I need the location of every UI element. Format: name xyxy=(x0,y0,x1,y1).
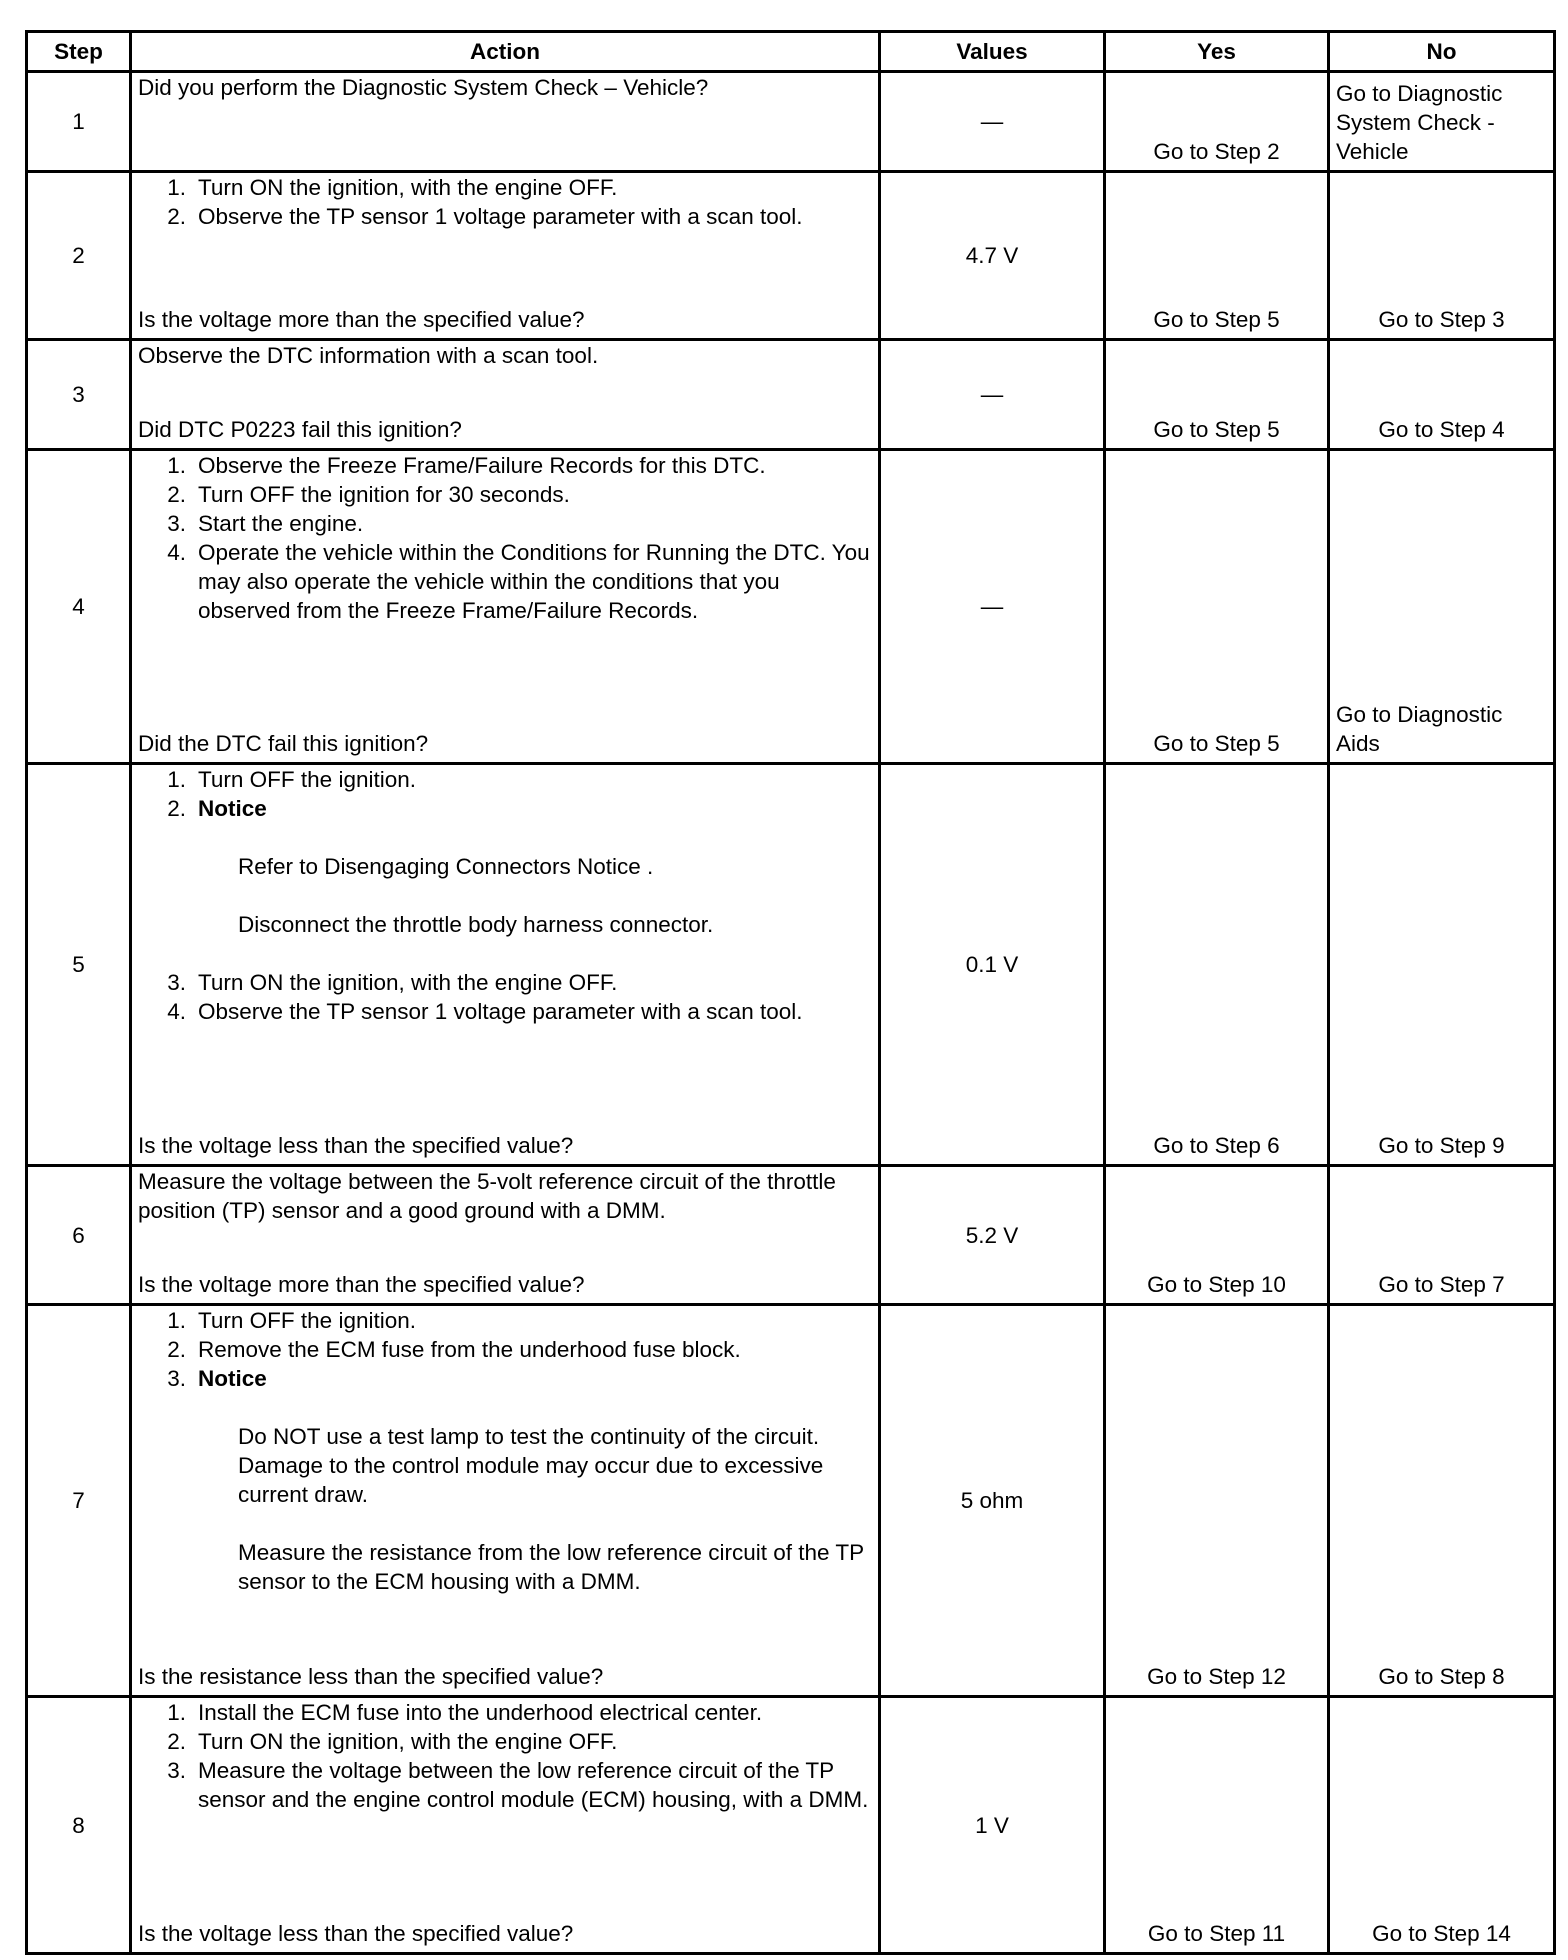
specified-value: 0.1 V xyxy=(880,764,1105,1166)
action-step xyxy=(138,480,872,509)
action-content xyxy=(138,173,872,338)
yes-link[interactable]: Go to Step 5 xyxy=(1105,450,1329,764)
action-step xyxy=(138,794,872,823)
action-cell xyxy=(131,172,880,340)
specified-value: 4.7 V xyxy=(880,172,1105,340)
no-link[interactable]: Go to Step 3 xyxy=(1329,172,1555,340)
header-no: No xyxy=(1329,32,1555,72)
action-step-text: Turn ON the ignition, with the engine OFF. xyxy=(198,175,618,200)
no-link[interactable]: Go to Step 14 xyxy=(1329,1697,1555,1954)
action-step-text: Notice xyxy=(198,796,267,821)
action-question: Did DTC P0223 fail this ignition? xyxy=(138,417,462,442)
action-step xyxy=(138,1306,872,1335)
yes-link[interactable]: Go to Step 12 xyxy=(1105,1305,1329,1697)
action-step-number: 1. xyxy=(167,1700,186,1725)
table-row xyxy=(27,1305,1555,1697)
action-step xyxy=(138,968,872,997)
specified-value: — xyxy=(880,340,1105,450)
action-step xyxy=(138,509,872,538)
action-intro: Measure the voltage between the 5-volt reference circuit of the throttle position (TP) sensor and a good ground with a DMM. xyxy=(138,1169,836,1223)
table-row xyxy=(27,450,1555,764)
action-step-text: Turn ON the ignition, with the engine OFF. xyxy=(198,1729,618,1754)
yes-link[interactable]: Go to Step 5 xyxy=(1105,340,1329,450)
yes-link[interactable]: Go to Step 11 xyxy=(1105,1697,1329,1954)
action-step xyxy=(138,1727,872,1756)
action-step-text: Turn OFF the ignition. xyxy=(198,767,417,792)
action-content xyxy=(138,73,872,170)
action-step-number: 4. xyxy=(167,999,186,1024)
action-step-text: Observe the Freeze Frame/Failure Records for this DTC. xyxy=(198,453,766,478)
step-number: 6 xyxy=(27,1166,131,1305)
action-step xyxy=(138,538,872,625)
step-number: 3 xyxy=(27,340,131,450)
no-link[interactable]: Go to Step 8 xyxy=(1329,1305,1555,1697)
action-question: Is the voltage more than the specified value? xyxy=(138,1272,585,1297)
action-step-number: 2. xyxy=(167,204,186,229)
action-step-number: 2. xyxy=(167,796,186,821)
table-row xyxy=(27,172,1555,340)
header-row xyxy=(27,32,1555,72)
action-question: Is the voltage more than the specified value? xyxy=(138,307,585,332)
action-content xyxy=(138,1306,872,1695)
action-content xyxy=(138,1698,872,1952)
action-step-text: Observe the TP sensor 1 voltage parameter with a scan tool. xyxy=(198,999,803,1024)
action-step-number: 1. xyxy=(167,175,186,200)
action-cell xyxy=(131,72,880,172)
action-question: Is the voltage less than the specified value? xyxy=(138,1133,574,1158)
yes-link[interactable]: Go to Step 6 xyxy=(1105,764,1329,1166)
specified-value: 1 V xyxy=(880,1697,1105,1954)
spacer xyxy=(138,939,872,968)
action-step-number: 3. xyxy=(167,1366,186,1391)
action-step-number: 1. xyxy=(167,453,186,478)
action-content xyxy=(138,765,872,1164)
action-step xyxy=(138,173,872,202)
action-step-number: 1. xyxy=(167,767,186,792)
step-number: 2 xyxy=(27,172,131,340)
action-step xyxy=(138,1335,872,1364)
header-values: Values xyxy=(880,32,1105,72)
step-number: 7 xyxy=(27,1305,131,1697)
action-step-number: 2. xyxy=(167,1729,186,1754)
spacer xyxy=(138,1596,872,1625)
table-row xyxy=(27,1697,1555,1954)
header-yes: Yes xyxy=(1105,32,1329,72)
action-step-number: 3. xyxy=(167,970,186,995)
notice-paragraph: Disconnect the throttle body harness connector. xyxy=(238,912,714,937)
action-step-text: Start the engine. xyxy=(198,511,364,536)
action-step-number: 4. xyxy=(167,540,186,565)
action-step-text: Turn OFF the ignition. xyxy=(198,1308,417,1333)
table-row xyxy=(27,340,1555,450)
no-link[interactable]: Go to Step 9 xyxy=(1329,764,1555,1166)
header-step: Step xyxy=(27,32,131,72)
step-number: 8 xyxy=(27,1697,131,1954)
yes-link[interactable]: Go to Step 10 xyxy=(1105,1166,1329,1305)
diagnostic-table xyxy=(25,30,1556,1955)
action-step-text: Remove the ECM fuse from the underhood fuse block. xyxy=(198,1337,741,1362)
no-link[interactable]: Go to Step 4 xyxy=(1329,340,1555,450)
table-row xyxy=(27,72,1555,172)
table-row xyxy=(27,1166,1555,1305)
action-step xyxy=(138,1364,872,1393)
action-question: Did the DTC fail this ignition? xyxy=(138,731,429,756)
action-step-number: 3. xyxy=(167,511,186,536)
action-step-text: Install the ECM fuse into the underhood electrical center. xyxy=(198,1700,763,1725)
action-step xyxy=(138,1698,872,1727)
no-link[interactable]: Go to Diagnostic Aids xyxy=(1329,450,1555,764)
action-step xyxy=(138,202,872,231)
action-step-text: Measure the voltage between the low reference circuit of the TP sensor and the engine control module (ECM) housing, with a DMM. xyxy=(198,1758,869,1812)
step-number: 1 xyxy=(27,72,131,172)
specified-value: — xyxy=(880,72,1105,172)
yes-link[interactable]: Go to Step 2 xyxy=(1105,72,1329,172)
action-cell xyxy=(131,340,880,450)
action-step xyxy=(138,997,872,1026)
action-step-text: Operate the vehicle within the Conditions for Running the DTC. You may also operate the vehicle within the conditions that you observed from the Freeze Frame/Failure Records. xyxy=(198,540,870,623)
step-number: 4 xyxy=(27,450,131,764)
action-step-text: Turn ON the ignition, with the engine OFF. xyxy=(198,970,618,995)
action-content xyxy=(138,341,872,448)
table-row xyxy=(27,764,1555,1166)
action-intro: Did you perform the Diagnostic System Check – Vehicle? xyxy=(138,75,709,100)
action-step-text: Turn OFF the ignition for 30 seconds. xyxy=(198,482,570,507)
notice-paragraph: Do NOT use a test lamp to test the continuity of the circuit. Damage to the control module may occur due to excessive current draw. xyxy=(238,1424,824,1507)
action-cell xyxy=(131,764,880,1166)
action-step-text: Notice xyxy=(198,1366,267,1391)
action-step xyxy=(138,1756,872,1814)
notice-paragraph: Refer to Disengaging Connectors Notice . xyxy=(238,854,654,879)
action-step-number: 2. xyxy=(167,482,186,507)
notice-paragraph: Measure the resistance from the low reference circuit of the TP sensor to the ECM housing with a DMM. xyxy=(238,1540,864,1594)
action-step-text: Observe the TP sensor 1 voltage parameter with a scan tool. xyxy=(198,204,803,229)
action-cell xyxy=(131,450,880,764)
action-cell xyxy=(131,1166,880,1305)
specified-value: — xyxy=(880,450,1105,764)
action-content xyxy=(138,451,872,762)
action-step-number: 2. xyxy=(167,1337,186,1362)
action-step-number: 3. xyxy=(167,1758,186,1783)
action-step xyxy=(138,451,872,480)
specified-value: 5 ohm xyxy=(880,1305,1105,1697)
step-number: 5 xyxy=(27,764,131,1166)
action-step-number: 1. xyxy=(167,1308,186,1333)
no-link[interactable]: Go to Step 7 xyxy=(1329,1166,1555,1305)
specified-value: 5.2 V xyxy=(880,1166,1105,1305)
action-step xyxy=(138,765,872,794)
yes-link[interactable]: Go to Step 5 xyxy=(1105,172,1329,340)
action-cell xyxy=(131,1305,880,1697)
action-content xyxy=(138,1167,872,1303)
action-intro: Observe the DTC information with a scan tool. xyxy=(138,343,599,368)
action-cell xyxy=(131,1697,880,1954)
action-question: Is the resistance less than the specified value? xyxy=(138,1664,604,1689)
action-question: Is the voltage less than the specified value? xyxy=(138,1921,574,1946)
header-action: Action xyxy=(131,32,880,72)
no-link[interactable]: Go to Diagnostic System Check - Vehicle xyxy=(1329,72,1555,172)
